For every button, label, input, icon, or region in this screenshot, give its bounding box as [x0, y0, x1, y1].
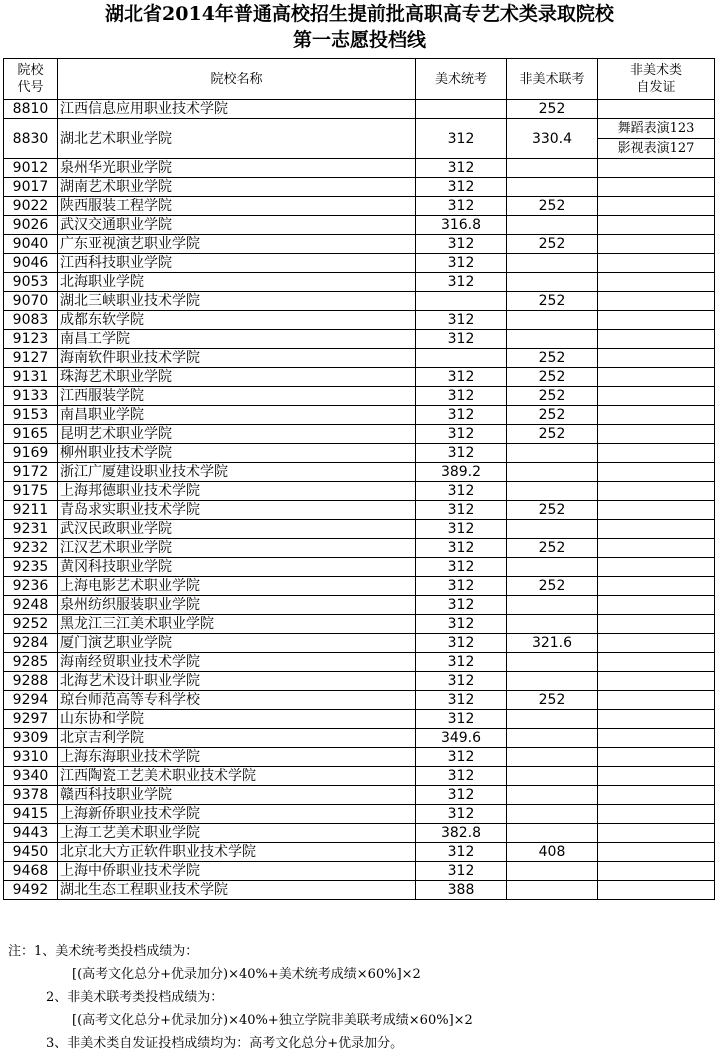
self-cert-cell	[598, 653, 715, 672]
self-cert-cell	[598, 881, 715, 900]
school-code-cell: 9378	[4, 786, 58, 805]
nonarts-score-cell: 252	[507, 100, 598, 119]
school-code-cell: 9133	[4, 387, 58, 406]
arts-score-cell: 312	[416, 615, 507, 634]
arts-score-cell: 312	[416, 539, 507, 558]
arts-score-cell: 312	[416, 805, 507, 824]
arts-score-cell: 312	[416, 387, 507, 406]
arts-score-cell: 312	[416, 501, 507, 520]
self-cert-cell	[598, 482, 715, 501]
arts-score-cell: 312	[416, 748, 507, 767]
nonarts-score-cell	[507, 482, 598, 501]
arts-score-cell: 312	[416, 520, 507, 539]
school-code-cell: 9127	[4, 349, 58, 368]
nonarts-score-cell	[507, 330, 598, 349]
self-cert-cell	[598, 577, 715, 596]
school-code-cell: 9235	[4, 558, 58, 577]
table-row	[4, 805, 715, 824]
table-row	[4, 254, 715, 273]
school-name-cell: 江西科技职业学院	[58, 254, 416, 273]
arts-score-cell: 312	[416, 273, 507, 292]
self-cert-cell	[598, 767, 715, 786]
school-code-cell: 9175	[4, 482, 58, 501]
table-row	[4, 596, 715, 615]
school-name-cell: 北海艺术设计职业学院	[58, 672, 416, 691]
school-name-cell: 江汉艺术职业学院	[58, 539, 416, 558]
school-name-cell: 海南软件职业技术学院	[58, 349, 416, 368]
arts-score-cell: 312	[416, 197, 507, 216]
notes-section	[8, 940, 713, 1055]
arts-score-cell: 312	[416, 558, 507, 577]
nonarts-score-cell	[507, 216, 598, 235]
school-name-cell: 武汉交通职业学院	[58, 216, 416, 235]
arts-score-cell: 312	[416, 634, 507, 653]
nonarts-score-cell	[507, 748, 598, 767]
school-code-cell: 9310	[4, 748, 58, 767]
self-cert-cell	[598, 216, 715, 235]
table-row	[4, 235, 715, 254]
school-code-cell: 9450	[4, 843, 58, 862]
arts-score-cell: 312	[416, 653, 507, 672]
school-code-cell: 9236	[4, 577, 58, 596]
nonarts-score-cell: 252	[507, 387, 598, 406]
self-cert-cell	[598, 786, 715, 805]
school-name-cell: 江西服装学院	[58, 387, 416, 406]
note-2: 2、非美术联考类投档成绩为：	[46, 990, 224, 1005]
self-cert-cell	[598, 843, 715, 862]
school-code-cell: 9169	[4, 444, 58, 463]
school-code-cell: 9492	[4, 881, 58, 900]
table-row	[4, 197, 715, 216]
nonarts-score-cell	[507, 254, 598, 273]
nonarts-score-cell: 252	[507, 501, 598, 520]
school-code-cell: 9153	[4, 406, 58, 425]
page-subtitle: 第一志愿投档线	[292, 29, 426, 51]
school-name-cell: 昆明艺术职业学院	[58, 425, 416, 444]
self-cert-cell	[598, 615, 715, 634]
school-code-cell: 9294	[4, 691, 58, 710]
table-row	[4, 273, 715, 292]
self-cert-cell	[598, 100, 715, 119]
self-cert-cell	[598, 805, 715, 824]
nonarts-score-cell	[507, 653, 598, 672]
header-school-code-line1: 院校	[17, 63, 44, 78]
table-row	[4, 159, 715, 178]
table-row	[4, 862, 715, 881]
nonarts-score-cell: 252	[507, 197, 598, 216]
table-row	[4, 406, 715, 425]
self-cert-cell	[598, 254, 715, 273]
nonarts-score-cell: 252	[507, 539, 598, 558]
school-code-cell: 9046	[4, 254, 58, 273]
arts-score-cell: 312	[416, 672, 507, 691]
self-cert-cell	[598, 520, 715, 539]
table-row	[4, 311, 715, 330]
school-name-cell: 琼台师范高等专科学校	[58, 691, 416, 710]
arts-score-cell: 312	[416, 482, 507, 501]
school-name-cell: 江西陶瓷工艺美术职业技术学院	[58, 767, 416, 786]
self-cert-cell	[598, 406, 715, 425]
nonarts-score-cell	[507, 178, 598, 197]
arts-score-cell: 312	[416, 577, 507, 596]
nonarts-score-cell: 252	[507, 425, 598, 444]
self-cert-cell	[598, 691, 715, 710]
table-row	[4, 767, 715, 786]
school-name-cell: 北京北大方正软件职业技术学院	[58, 843, 416, 862]
self-cert-cell	[598, 672, 715, 691]
self-cert-cell	[598, 197, 715, 216]
school-code-cell: 9288	[4, 672, 58, 691]
arts-score-cell: 312	[416, 444, 507, 463]
table-row	[4, 216, 715, 235]
school-code-cell: 9415	[4, 805, 58, 824]
school-code-cell: 9165	[4, 425, 58, 444]
arts-score-cell: 312	[416, 119, 507, 159]
school-code-cell: 9443	[4, 824, 58, 843]
table-row	[4, 577, 715, 596]
table-row	[4, 710, 715, 729]
arts-score-cell: 312	[416, 767, 507, 786]
table-row	[4, 539, 715, 558]
nonarts-score-cell	[507, 672, 598, 691]
nonarts-score-cell	[507, 463, 598, 482]
table-row	[4, 178, 715, 197]
header-school-name: 院校名称	[58, 59, 416, 100]
school-code-cell: 8830	[4, 119, 58, 159]
school-name-cell: 赣西科技职业学院	[58, 786, 416, 805]
school-name-cell: 湖北艺术职业学院	[58, 119, 416, 159]
self-cert-cell	[598, 463, 715, 482]
arts-score-cell: 312	[416, 710, 507, 729]
school-code-cell: 8810	[4, 100, 58, 119]
school-code-cell: 9232	[4, 539, 58, 558]
self-cert-cell	[598, 159, 715, 178]
table-row	[4, 292, 715, 311]
nonarts-score-cell: 252	[507, 691, 598, 710]
table-row	[4, 881, 715, 900]
arts-score-cell: 312	[416, 235, 507, 254]
header-self-cert	[598, 59, 715, 100]
school-code-cell: 9231	[4, 520, 58, 539]
school-name-cell: 成都东软学院	[58, 311, 416, 330]
nonarts-score-cell	[507, 824, 598, 843]
school-name-cell: 黄冈科技职业学院	[58, 558, 416, 577]
arts-score-cell	[416, 349, 507, 368]
arts-score-cell: 312	[416, 786, 507, 805]
school-code-cell: 9053	[4, 273, 58, 292]
arts-score-cell: 349.6	[416, 729, 507, 748]
table-body	[4, 100, 715, 900]
arts-score-cell: 389.2	[416, 463, 507, 482]
nonarts-score-cell	[507, 444, 598, 463]
nonarts-score-cell	[507, 786, 598, 805]
self-cert-cell	[598, 748, 715, 767]
header-school-code-line2: 代号	[17, 80, 44, 95]
self-cert-entry: 影视表演127	[598, 138, 714, 158]
school-name-cell: 海南经贸职业技术学院	[58, 653, 416, 672]
arts-score-cell: 312	[416, 254, 507, 273]
nonarts-score-cell: 321.6	[507, 634, 598, 653]
school-name-cell: 上海中侨职业技术学院	[58, 862, 416, 881]
nonarts-score-cell	[507, 596, 598, 615]
arts-score-cell: 312	[416, 406, 507, 425]
nonarts-score-cell	[507, 520, 598, 539]
school-name-cell: 厦门演艺职业学院	[58, 634, 416, 653]
table-row	[4, 100, 715, 119]
header-self-cert-line1: 非美术类	[629, 63, 682, 78]
school-name-cell: 浙江广厦建设职业技术学院	[58, 463, 416, 482]
arts-score-cell: 312	[416, 691, 507, 710]
school-code-cell: 9309	[4, 729, 58, 748]
table-row	[4, 119, 715, 159]
table-header-row	[4, 59, 715, 100]
page-title: 湖北省2014年普通高校招生提前批高职高专艺术类录取院校	[105, 3, 614, 25]
arts-score-cell: 312	[416, 596, 507, 615]
self-cert-cell	[598, 387, 715, 406]
self-cert-cell	[598, 235, 715, 254]
header-self-cert-line2: 自发证	[636, 80, 676, 95]
school-code-cell: 9252	[4, 615, 58, 634]
school-name-cell: 湖南艺术职业学院	[58, 178, 416, 197]
school-code-cell: 9123	[4, 330, 58, 349]
school-name-cell: 北海职业学院	[58, 273, 416, 292]
school-code-cell: 9248	[4, 596, 58, 615]
self-cert-cell	[598, 501, 715, 520]
table-row	[4, 501, 715, 520]
table-row	[4, 653, 715, 672]
nonarts-score-cell	[507, 273, 598, 292]
school-code-cell: 9285	[4, 653, 58, 672]
nonarts-score-cell	[507, 767, 598, 786]
arts-score-cell: 312	[416, 843, 507, 862]
school-name-cell: 柳州职业技术学院	[58, 444, 416, 463]
school-name-cell: 广东亚视演艺职业学院	[58, 235, 416, 254]
self-cert-cell	[598, 178, 715, 197]
school-code-cell: 9070	[4, 292, 58, 311]
school-name-cell: 黑龙江三江美术职业学院	[58, 615, 416, 634]
note-1: 注：1、美术统考类投档成绩为：	[8, 944, 199, 959]
school-name-cell: 泉州纺织服装职业学院	[58, 596, 416, 615]
arts-score-cell	[416, 292, 507, 311]
school-code-cell: 9131	[4, 368, 58, 387]
table-row	[4, 558, 715, 577]
arts-score-cell: 388	[416, 881, 507, 900]
school-name-cell: 青岛求实职业技术学院	[58, 501, 416, 520]
nonarts-score-cell: 252	[507, 235, 598, 254]
school-code-cell: 9297	[4, 710, 58, 729]
school-name-cell: 泉州华光职业学院	[58, 159, 416, 178]
header-school-code	[4, 59, 58, 100]
school-code-cell: 9284	[4, 634, 58, 653]
self-cert-cell	[598, 729, 715, 748]
school-name-cell: 珠海艺术职业学院	[58, 368, 416, 387]
table-row	[4, 482, 715, 501]
table-row	[4, 444, 715, 463]
arts-score-cell: 316.8	[416, 216, 507, 235]
nonarts-score-cell: 252	[507, 577, 598, 596]
table-row	[4, 748, 715, 767]
school-name-cell: 上海工艺美术职业学院	[58, 824, 416, 843]
nonarts-score-cell: 252	[507, 349, 598, 368]
self-cert-entry: 舞蹈表演123	[617, 121, 695, 136]
self-cert-cell	[598, 311, 715, 330]
table-row	[4, 672, 715, 691]
arts-score-cell: 312	[416, 311, 507, 330]
self-cert-cell	[598, 368, 715, 387]
school-code-cell: 9040	[4, 235, 58, 254]
school-name-cell: 武汉民政职业学院	[58, 520, 416, 539]
school-name-cell: 北京吉利学院	[58, 729, 416, 748]
school-name-cell: 上海东海职业技术学院	[58, 748, 416, 767]
school-name-cell: 山东协和学院	[58, 710, 416, 729]
school-name-cell: 上海新侨职业技术学院	[58, 805, 416, 824]
nonarts-score-cell	[507, 862, 598, 881]
nonarts-score-cell: 330.4	[507, 119, 598, 159]
school-name-cell: 上海邦德职业技术学院	[58, 482, 416, 501]
table-row	[4, 463, 715, 482]
self-cert-cell	[598, 824, 715, 843]
self-cert-cell	[598, 273, 715, 292]
school-code-cell: 9026	[4, 216, 58, 235]
school-code-cell: 9468	[4, 862, 58, 881]
table-row	[4, 387, 715, 406]
school-name-cell: 江西信息应用职业技术学院	[58, 100, 416, 119]
school-name-cell: 湖北三峡职业技术学院	[58, 292, 416, 311]
school-name-cell: 南昌职业学院	[58, 406, 416, 425]
self-cert-cell	[598, 634, 715, 653]
note-3: 3、非美术类自发证投档成绩均为：高考文化总分+优录加分。	[46, 1036, 404, 1051]
table-row	[4, 729, 715, 748]
school-code-cell: 9211	[4, 501, 58, 520]
self-cert-cell	[598, 444, 715, 463]
arts-score-cell: 312	[416, 330, 507, 349]
table-row	[4, 634, 715, 653]
arts-score-cell	[416, 100, 507, 119]
note-2-formula: [(高考文化总分+优录加分)×40%+独立学院非美联考成绩×60%]×2	[72, 1013, 473, 1028]
admission-table	[3, 58, 715, 900]
nonarts-score-cell: 252	[507, 406, 598, 425]
table-row	[4, 425, 715, 444]
nonarts-score-cell: 252	[507, 292, 598, 311]
arts-score-cell: 312	[416, 862, 507, 881]
table-row	[4, 368, 715, 387]
table-row	[4, 691, 715, 710]
arts-score-cell: 312	[416, 425, 507, 444]
school-name-cell: 南昌工学院	[58, 330, 416, 349]
self-cert-cell	[598, 330, 715, 349]
school-code-cell: 9012	[4, 159, 58, 178]
nonarts-score-cell	[507, 159, 598, 178]
arts-score-cell: 312	[416, 178, 507, 197]
arts-score-cell: 312	[416, 159, 507, 178]
school-code-cell: 9017	[4, 178, 58, 197]
header-arts-exam: 美术统考	[416, 59, 507, 100]
nonarts-score-cell: 408	[507, 843, 598, 862]
table-row	[4, 520, 715, 539]
school-code-cell: 9172	[4, 463, 58, 482]
school-code-cell: 9083	[4, 311, 58, 330]
header-nonarts-exam: 非美术联考	[507, 59, 598, 100]
nonarts-score-cell	[507, 881, 598, 900]
table-row	[4, 843, 715, 862]
school-name-cell: 陕西服装工程学院	[58, 197, 416, 216]
school-name-cell: 上海电影艺术职业学院	[58, 577, 416, 596]
note-1-formula: [(高考文化总分+优录加分)×40%+美术统考成绩×60%]×2	[72, 967, 421, 982]
table-row	[4, 330, 715, 349]
nonarts-score-cell	[507, 805, 598, 824]
school-name-cell: 湖北生态工程职业技术学院	[58, 881, 416, 900]
table-row	[4, 824, 715, 843]
self-cert-cell	[598, 862, 715, 881]
arts-score-cell: 382.8	[416, 824, 507, 843]
arts-score-cell: 312	[416, 368, 507, 387]
nonarts-score-cell	[507, 710, 598, 729]
nonarts-score-cell	[507, 558, 598, 577]
nonarts-score-cell	[507, 729, 598, 748]
self-cert-cell	[598, 710, 715, 729]
school-code-cell: 9022	[4, 197, 58, 216]
self-cert-cell	[598, 558, 715, 577]
self-cert-cell	[598, 349, 715, 368]
self-cert-cell	[598, 539, 715, 558]
nonarts-score-cell	[507, 615, 598, 634]
self-cert-cell	[598, 119, 715, 159]
self-cert-cell	[598, 292, 715, 311]
nonarts-score-cell	[507, 311, 598, 330]
table-row	[4, 786, 715, 805]
self-cert-cell	[598, 425, 715, 444]
table-row	[4, 615, 715, 634]
table-row	[4, 349, 715, 368]
school-code-cell: 9340	[4, 767, 58, 786]
self-cert-cell	[598, 596, 715, 615]
nonarts-score-cell: 252	[507, 368, 598, 387]
